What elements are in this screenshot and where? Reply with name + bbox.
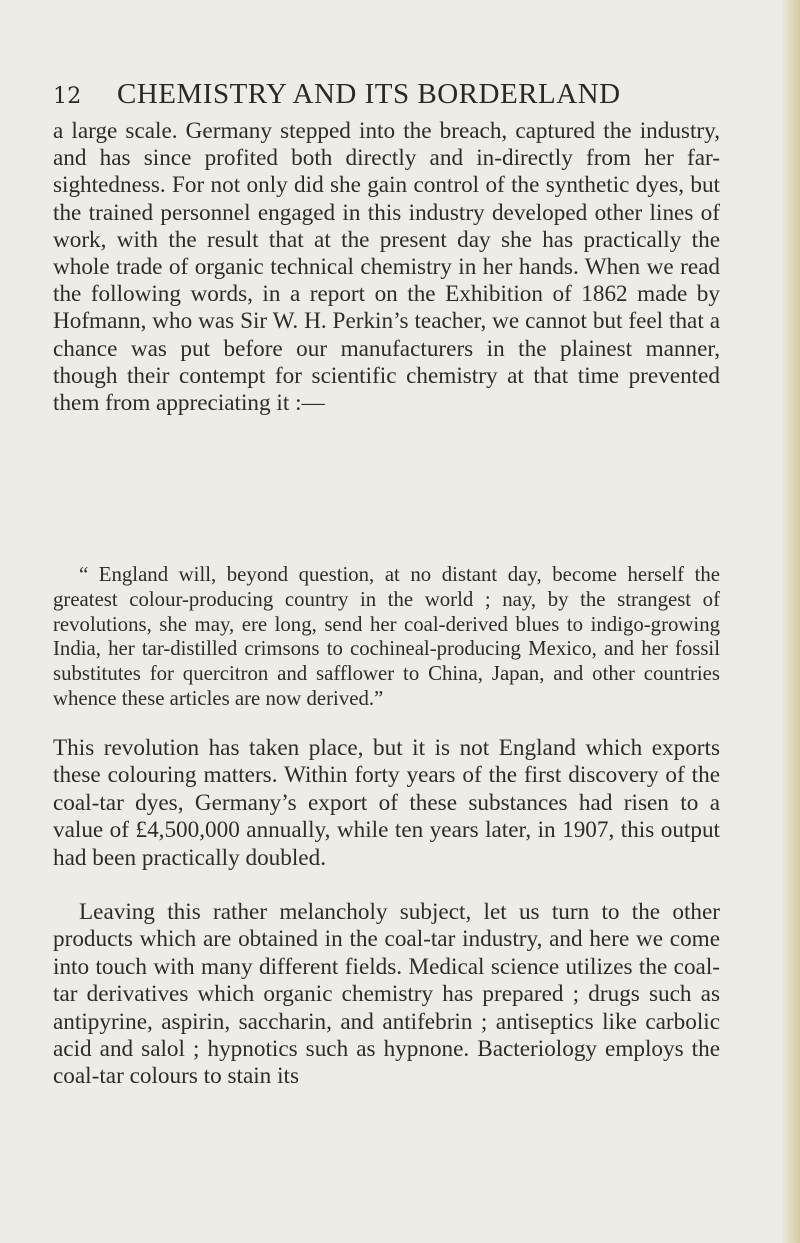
page-number: 12 bbox=[53, 84, 82, 109]
paragraph-1-block bbox=[53, 118, 720, 417]
page-edge-stain bbox=[782, 0, 800, 1243]
paragraph-3: Leaving this rather melancholy subject, let us turn to the other products which are obtained in the coal-tar industry, and here we come into touch with many different fields. Medical science utilizes the coal-tar derivatives which organic chemistry has prepared ; drugs such as antipyrine, aspirin, saccharin, and antifebrin ; antiseptics like carbolic acid and salol ; hypnotics such as hypnone. Bacteriology employs the coal-tar colours to stain its bbox=[53, 899, 720, 1090]
page-header bbox=[53, 78, 673, 111]
paragraph-2: This revolution has taken place, but it is not England which exports these colouring matters. Within forty years of the first discovery of the coal-tar dyes, Germany’s export of these substances had risen to a value of £4,500,000 annually, while ten years later, in 1907, this output had been practically doubled. bbox=[53, 735, 720, 871]
paragraph-1: a large scale. Germany stepped into the breach, captured the industry, and has since profited both directly and in-directly from her far-sightedness. For not only did she gain control of the synthetic dyes, but the trained personnel engaged in this industry developed other lines of work, with the result that at the present day she has practically the whole trade of organic technical chemistry in her hands. When we read the following words, in a report on the Exhibition of 1862 made by Hofmann, who was Sir W. H. Perkin’s teacher, we cannot but feel that a chance was put before our manufacturers in the plainest manner, though their contempt for scientific chemistry at that time prevented them from appreciating it :— bbox=[53, 118, 720, 417]
block-quote bbox=[53, 563, 720, 712]
running-title: CHEMISTRY AND ITS BORDERLAND bbox=[117, 78, 621, 110]
quotation-text: “ England will, beyond question, at no distant day, become herself the greatest colour-producing country in the world ; nay, by the strangest of revolutions, she may, ere long, send her coal-derived blues to indigo-growing India, her tar-distilled crimsons to cochineal-producing Mexico, and her fossil substitutes for quercitron and safflower to China, Japan, and other countries whence these articles are now derived.” bbox=[53, 563, 720, 710]
paragraph-2-block bbox=[53, 735, 720, 872]
paragraph-3-block bbox=[53, 899, 720, 1091]
